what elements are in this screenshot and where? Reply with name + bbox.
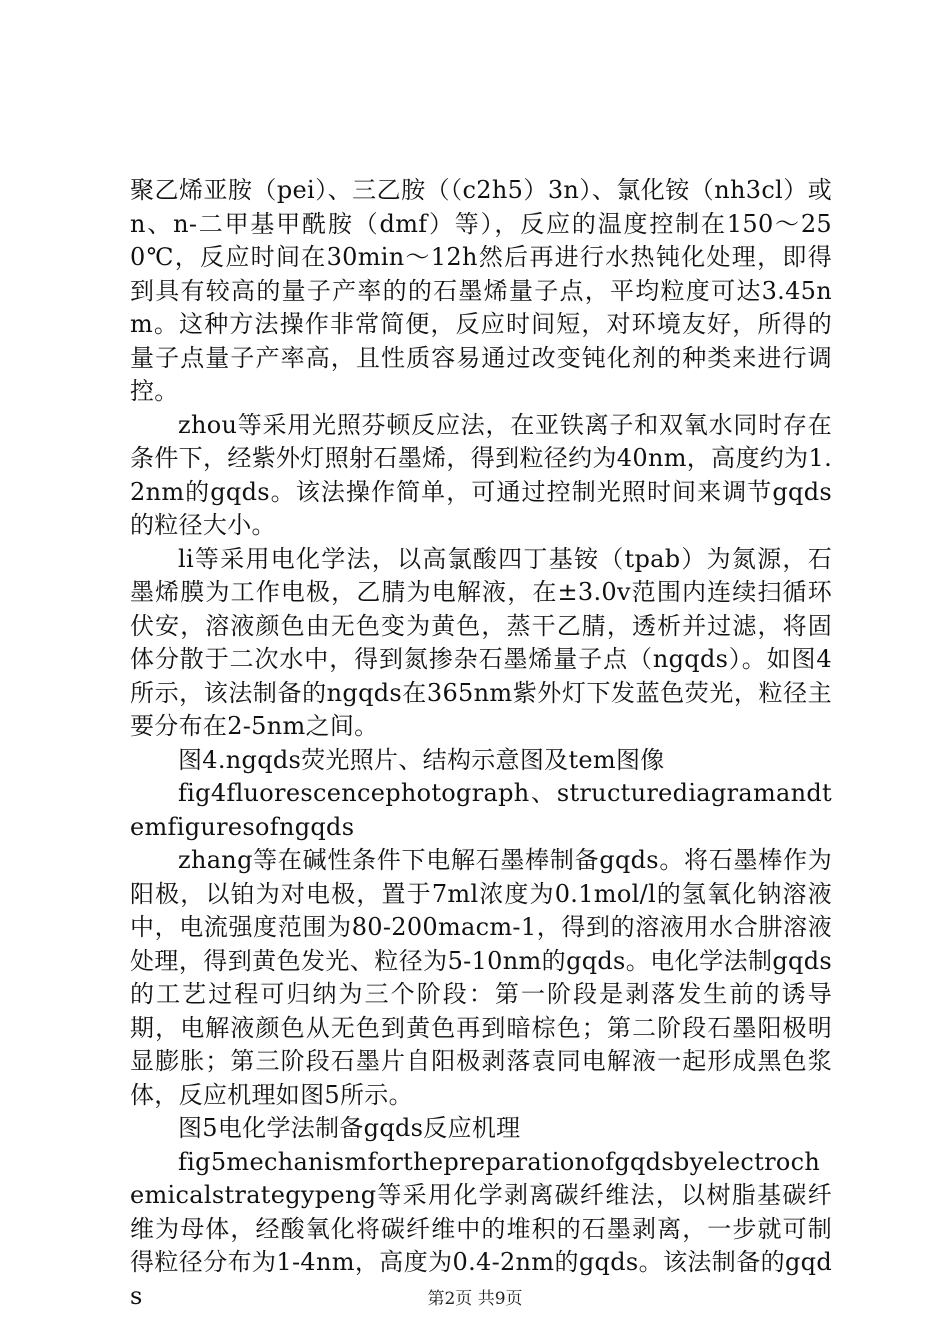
paragraph-li: li等采用电化学法，以高氯酸四丁基铵（tpab）为氮源，石墨烯膜为工作电极，乙腈为电解液，在±3.0v范围内连续扫循环伏安，溶液颜色由无色变为黄色，蒸干乙腈，透析并过滤，将固体分散于二次水中，得到氮掺杂石墨烯量子点（ngqds）。如图4所示，该法制备的ngqds在365nm紫外灯下发蓝色荧光，粒径主要分布在2-5nm之间。 [130,544,832,740]
paragraph-fig5-peng: fig5mechanismforthepreparationofgqdsbyelectrochemicalstrategypeng等采用化学剥离碳纤维法，以树脂基碳纤维为母体，经酸氧化将碳纤维中的堆积的石墨剥离，一步就可制得粒径分布为1-4nm，高度为0.4-2nm的gqds。该法制备的gqds [130,1147,832,1310]
body-text [130,174,832,1313]
figure-4-caption-en: fig4fluorescencephotograph、structurediagramandtemfiguresofngqds [130,779,832,841]
paragraph-continuation: 聚乙烯亚胺（pei）、三乙胺（（c2h5）3n）、氯化铵（nh3cl）或n、n-二甲基甲酰胺（dmf）等），反应的温度控制在150～250℃，反应时间在30min～12h然后再进行水热钝化处理，即得到具有较高的量子产率的的石墨烯量子点，平均粒度可达3.45nm。这种方法操作非常简便，反应时间短，对环境友好，所得的量子点量子产率高，且性质容易通过改变钝化剂的种类来进行调控。 [130,176,832,405]
paragraph-zhou: zhou等采用光照芬顿反应法，在亚铁离子和双氧水同时存在条件下，经紫外灯照射石墨烯，得到粒径约为40nm，高度约为1.2nm的gqds。该法操作简单，可通过控制光照时间来调节gqds的粒径大小。 [130,410,832,539]
paragraph-zhang: zhang等在碱性条件下电解石墨棒制备gqds。将石墨棒作为阳极，以铂为对电极，置于7ml浓度为0.1mol/l的氢氧化钠溶液中，电流强度范围为80-200macm-1，得到的溶液用水合肼溶液处理，得到黄色发光、粒径为5-10nm的gqds。电化学法制gqds的工艺过程可归纳为三个阶段：第一阶段是剥落发生前的诱导期，电解液颜色从无色到黄色再到暗棕色；第二阶段石墨阳极明显膨胀；第三阶段石墨片自阳极剥落袁同电解液一起形成黑色浆体，反应机理如图5所示。 [130,846,832,1109]
figure-5-caption-cn: 图5电化学法制备gqds反应机理 [178,1114,521,1142]
page-number-footer: 第2页 共9页 [427,1289,523,1309]
figure-4-caption-cn: 图4.ngqds荧光照片、结构示意图及tem图像 [178,745,665,774]
